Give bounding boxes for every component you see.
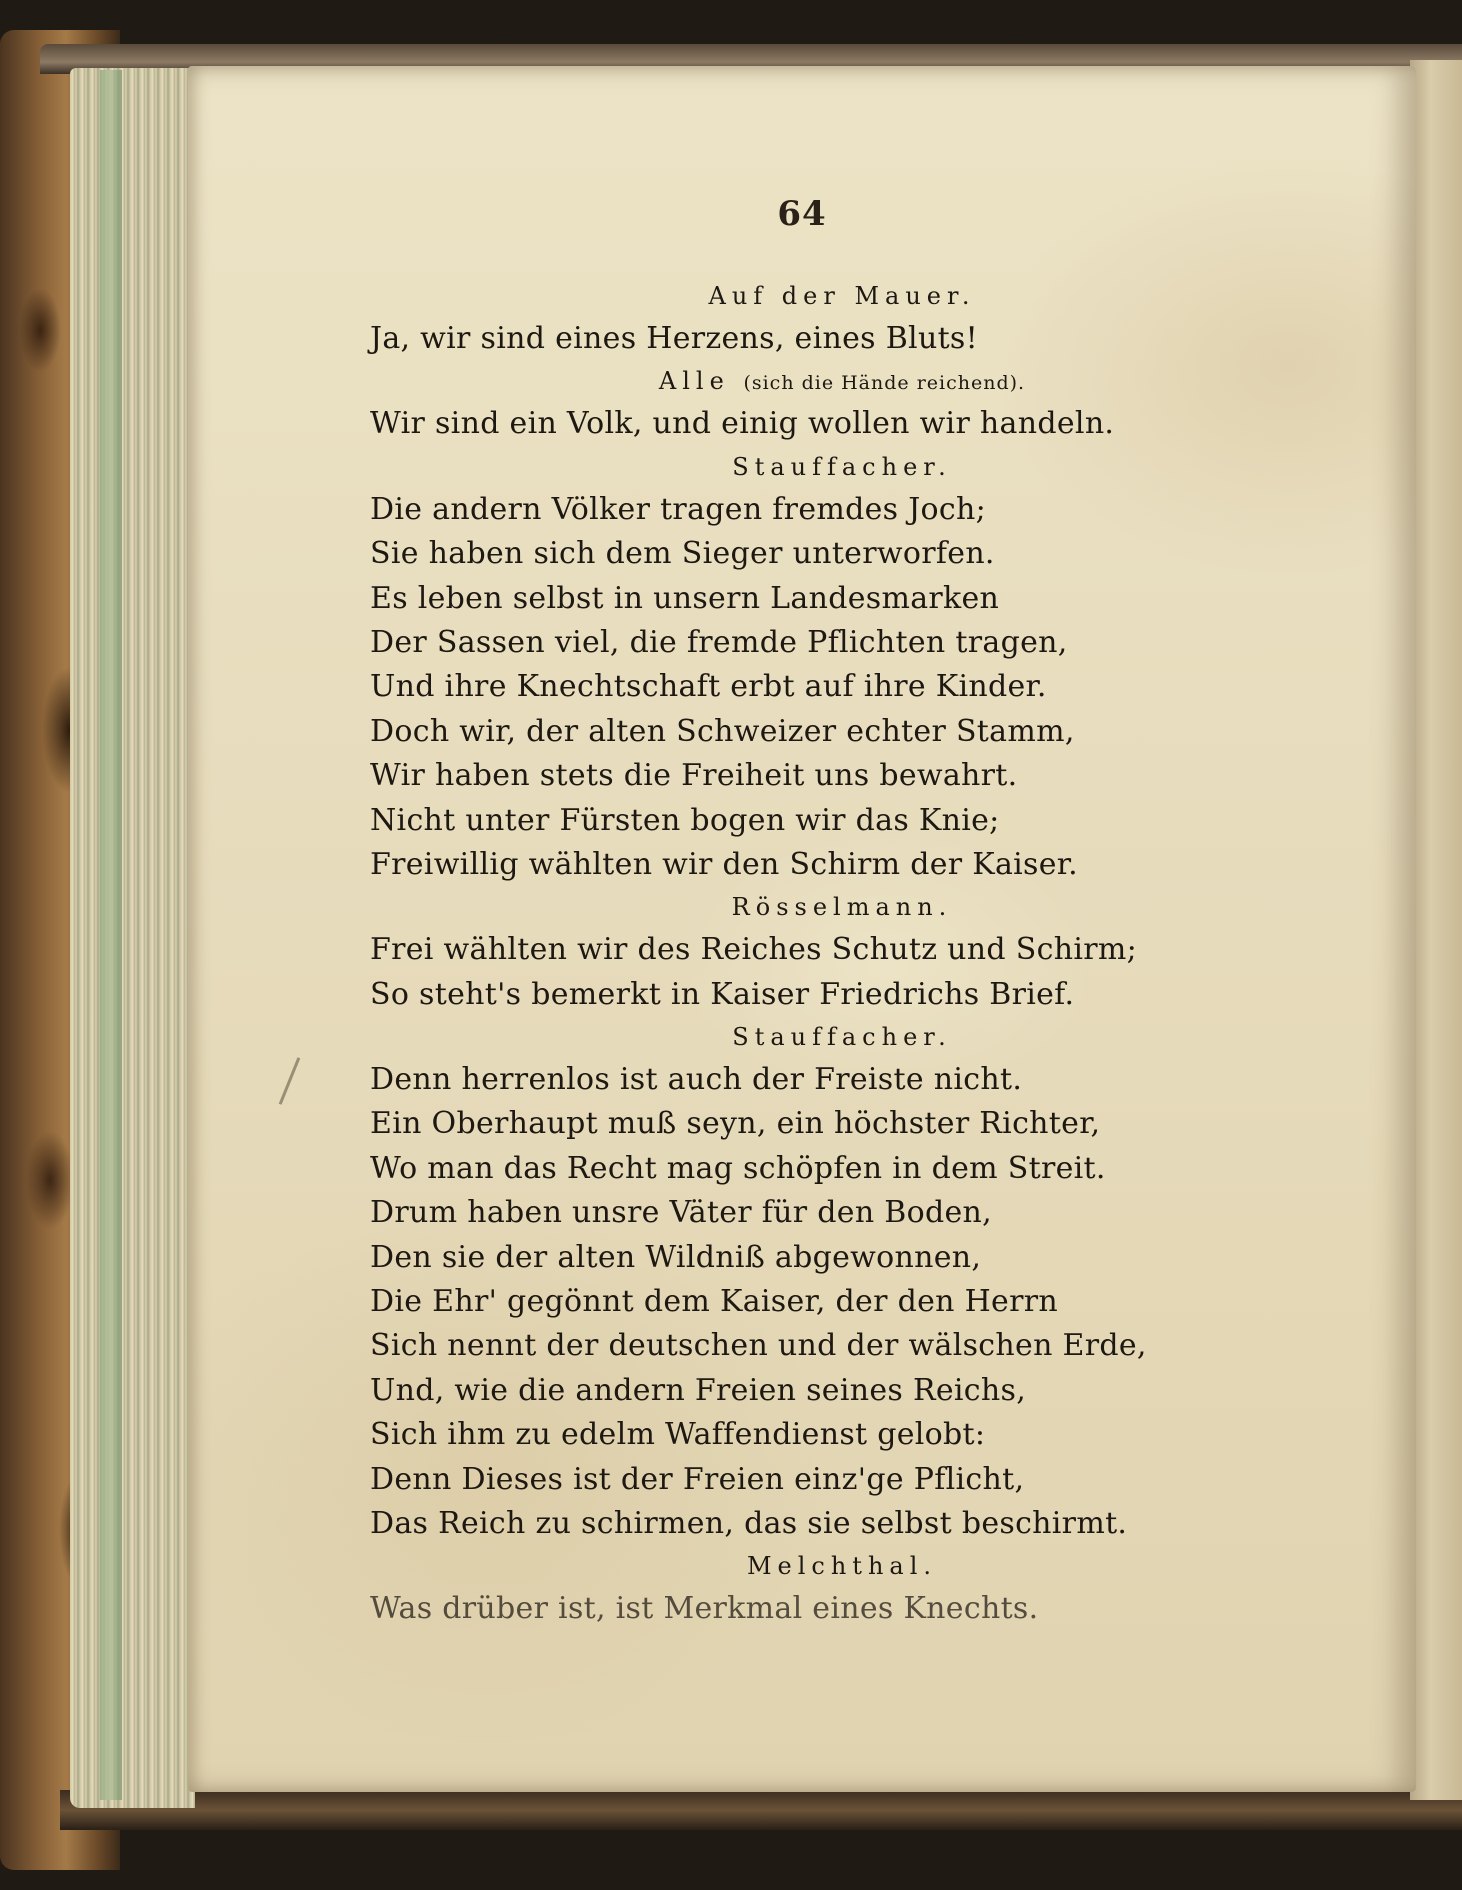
speaker-name — [188, 276, 1416, 317]
verse-text: Nicht unter Fürsten bogen wir das Knie; — [370, 802, 1000, 838]
verse-line — [188, 665, 1416, 709]
verse-text: Sich ihm zu edelm Waffendienst gelobt: — [370, 1417, 986, 1453]
verse-line — [188, 928, 1416, 972]
speaker-label: Stauffacher. — [732, 1023, 952, 1052]
verse-text: Das Reich zu schirmen, das sie selbst beschirmt. — [370, 1505, 1128, 1541]
verse-line — [188, 754, 1416, 798]
verse-line — [188, 1458, 1416, 1502]
speaker-label: Rösselmann. — [731, 893, 953, 922]
verse-line — [188, 621, 1416, 665]
verse-text: Und, wie die andern Freien seines Reichs, — [370, 1372, 1027, 1408]
verse-line — [188, 1147, 1416, 1191]
verse-line — [188, 577, 1416, 621]
verse-text: Doch wir, der alten Schweizer echter Stamm, — [370, 713, 1075, 749]
verse-line — [188, 1058, 1416, 1102]
verse-text: Die Ehr' gegönnt dem Kaiser, der den Herrn — [370, 1284, 1059, 1320]
verse-line — [188, 1502, 1416, 1546]
stage-direction: (sich die Hände reichend). — [743, 372, 1026, 395]
book-page — [188, 66, 1416, 1792]
verse-line — [188, 1280, 1416, 1324]
verse-line — [188, 402, 1416, 446]
verse-line — [188, 1413, 1416, 1457]
verse-text: Frei wählten wir des Reiches Schutz und Schirm; — [370, 932, 1138, 968]
verse-text: Denn Dieses ist der Freien einz'ge Pflicht, — [370, 1461, 1025, 1497]
speaker-label: Stauffacher. — [732, 452, 952, 481]
page-content — [188, 66, 1416, 1792]
verse-line — [188, 532, 1416, 576]
verse-text: Sie haben sich dem Sieger unterworfen. — [370, 536, 995, 572]
verse-line — [188, 1324, 1416, 1368]
next-page-edge — [1410, 60, 1462, 1800]
speaker-label: Alle — [658, 367, 730, 396]
verse-line — [188, 1587, 1416, 1631]
verse-line — [188, 799, 1416, 843]
verse-line — [188, 488, 1416, 532]
speaker-name — [188, 447, 1416, 488]
verse-text: Drum haben unsre Väter für den Boden, — [370, 1195, 993, 1231]
verse-text: Freiwillig wählten wir den Schirm der Kaiser. — [370, 846, 1078, 882]
verse-line — [188, 973, 1416, 1017]
verse-text: Der Sassen viel, die fremde Pflichten tragen, — [370, 624, 1068, 660]
speaker-label: Melchthal. — [746, 1552, 938, 1581]
verse-text: Wir sind ein Volk, und einig wollen wir handeln. — [370, 406, 1115, 442]
verse-line — [188, 1369, 1416, 1413]
verse-text: Und ihre Knechtschaft erbt auf ihre Kinder. — [370, 669, 1047, 705]
verse-text: Was drüber ist, ist Merkmal eines Knechts. — [370, 1591, 1039, 1627]
page-edges — [70, 68, 195, 1808]
speaker-name — [188, 1017, 1416, 1058]
verse-text: Wir haben stets die Freiheit uns bewahrt. — [370, 758, 1018, 794]
verse-text: Die andern Völker tragen fremdes Joch; — [370, 491, 987, 527]
verse-line — [188, 1191, 1416, 1235]
verse-text: Den sie der alten Wildniß abgewonnen, — [370, 1239, 982, 1275]
verse-text: Ein Oberhaupt muß seyn, ein höchster Richter, — [370, 1106, 1101, 1142]
book-cover-bottom — [60, 1790, 1462, 1830]
verse-text: Ja, wir sind eines Herzens, eines Bluts! — [370, 321, 978, 356]
speaker-label: Auf der Mauer. — [708, 282, 976, 310]
verse-text: Denn herrenlos ist auch der Freiste nicht. — [370, 1062, 1023, 1098]
verse-line — [188, 1102, 1416, 1146]
page-number: 64 — [777, 194, 827, 234]
page-edges-tint — [100, 70, 122, 1800]
verse-line — [188, 1236, 1416, 1280]
verse-text: Wo man das Recht mag schöpfen in dem Streit. — [370, 1150, 1106, 1186]
verse-text: Sich nennt der deutschen und der wälschen Erde, — [370, 1328, 1147, 1364]
verse-line — [188, 317, 1416, 361]
play-text — [188, 276, 1416, 1632]
verse-text: So steht's bemerkt in Kaiser Friedrichs Brief. — [370, 976, 1075, 1012]
speaker-name — [188, 361, 1416, 402]
verse-line — [188, 710, 1416, 754]
verse-line — [188, 843, 1416, 887]
verse-text: Es leben selbst in unsern Landesmarken — [370, 580, 1000, 616]
speaker-name — [188, 887, 1416, 928]
speaker-name — [188, 1546, 1416, 1587]
